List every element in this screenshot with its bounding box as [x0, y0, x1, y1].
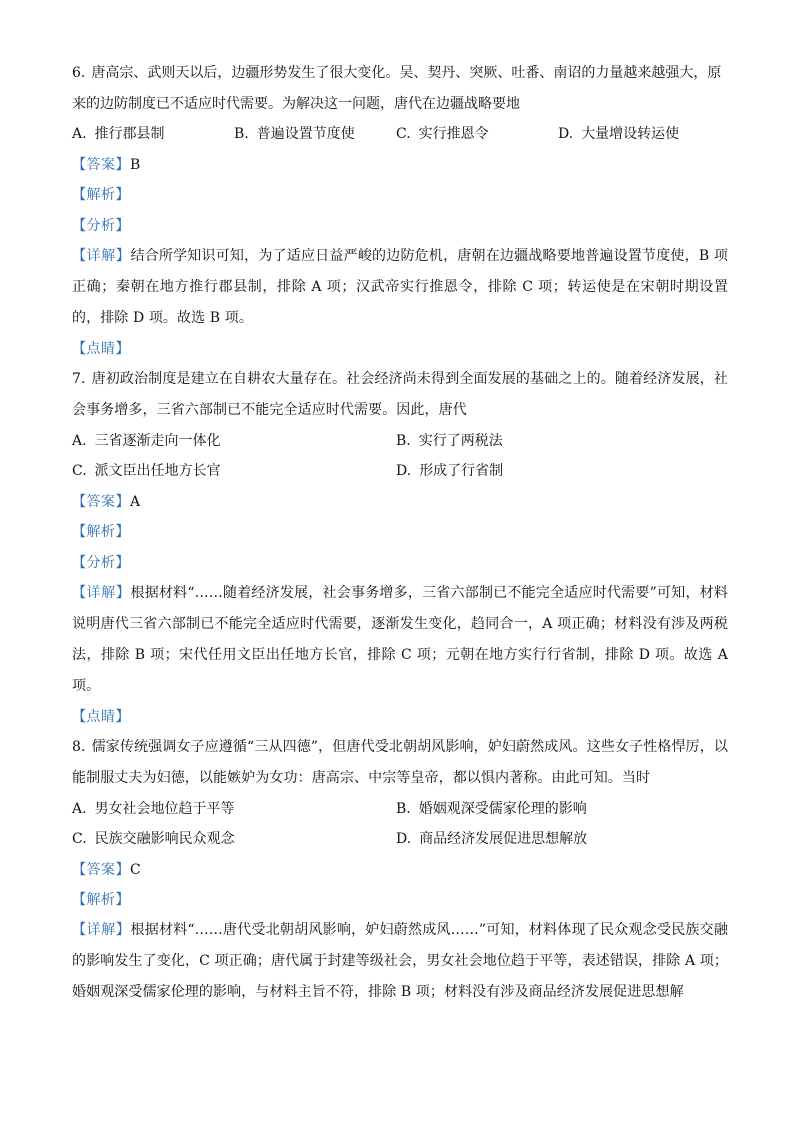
question-6-stem-line1: 6. 唐高宗、武则天以后，边疆形势发生了很大变化。吴、契丹、突厥、吐番、南诏的力量越来越强大，原: [72, 65, 722, 81]
option-c: C. 民族交融影响民众观念: [72, 831, 235, 847]
option-b: B. 实行了两税法: [396, 432, 503, 449]
analysis-line: [72, 185, 728, 205]
question-7-options-row2: [72, 461, 728, 481]
option-c: C. 实行推恩令: [396, 126, 489, 142]
detail-text: 根据材料“……随着经济发展，社会事务增多，三省六部制已不能完全适应时代需要”可知，材料说明唐代三省六部制已不能完全适应时代需要，逐渐发生变化，趋同合一，A 项正确；材料没有涉及两税法，排除 B 项；宋代任用文臣出任地方长官，排除 C 项；元朝在地方实行行省制，排除 D 项。故选 A 项。: [72, 584, 728, 694]
answer-value: B: [130, 156, 141, 173]
detail-text: 结合所学知识可知，为了适应日益严峻的边防危机，唐朝在边疆战略要地普遍设置节度使，B 项正确；秦朝在地方推行郡县制，排除 A 项；汉武帝实行推恩令，排除 C 项；转运使是在宋朝时期设置的，排除 D 项。故选 B 项。: [72, 247, 729, 326]
fenxi-line: [72, 216, 728, 236]
answer-line: [72, 860, 728, 880]
option-a: A. 男女社会地位趋于平等: [72, 800, 235, 817]
detail-paragraph: [72, 241, 728, 334]
option-c: C. 派文臣出任地方长官: [72, 463, 221, 479]
option-b: B. 婚姻观深受儒家伦理的影响: [396, 800, 587, 817]
answer-value: A: [130, 493, 141, 510]
fenxi-line: [72, 553, 728, 573]
option-d: D. 形成了行省制: [396, 463, 504, 479]
dianjing-tag: 【点睛】: [72, 708, 130, 725]
question-6-stem-line2: 来的边防制度已不适应时代需要。为解决这一问题，唐代在边疆战略要地: [72, 95, 520, 112]
analysis-line: [72, 522, 728, 542]
option-b: B. 普遍设置节度使: [234, 126, 355, 142]
dianjing-line: [72, 339, 728, 359]
answer-tag: 【答案】: [72, 493, 130, 510]
detail-tag: 【详解】: [72, 584, 131, 601]
fenxi-tag: 【分析】: [72, 217, 130, 234]
dianjing-tag: 【点睛】: [72, 340, 130, 357]
analysis-tag: 【解析】: [72, 524, 130, 540]
detail-tag: 【详解】: [72, 922, 131, 938]
answer-line: [72, 155, 728, 175]
answer-value: C: [130, 861, 141, 878]
detail-paragraph: [72, 578, 728, 702]
dianjing-line: [72, 707, 728, 727]
answer-tag: 【答案】: [72, 861, 130, 878]
answer-tag: 【答案】: [72, 156, 130, 173]
analysis-line: [72, 890, 728, 910]
detail-tag: 【详解】: [72, 247, 131, 264]
question-6-options: [72, 124, 728, 144]
analysis-tag: 【解析】: [72, 187, 130, 203]
option-a: A. 推行郡县制: [72, 126, 165, 142]
detail-paragraph: [72, 915, 728, 1008]
answer-line: [72, 492, 728, 512]
question-number: 6.: [72, 65, 86, 81]
question-number: 8.: [72, 738, 86, 755]
option-d: D. 商品经济发展促进思想解放: [396, 831, 588, 847]
option-a: A. 三省逐渐走向一体化: [72, 432, 221, 449]
fenxi-tag: 【分析】: [72, 554, 130, 571]
question-number: 7.: [72, 370, 86, 387]
question-8-stem: 8. 儒家传统强调女子应遵循“三从四德”，但唐代受北朝胡风影响，妒妇蔚然成风。这些女子性格悍厉，以能制服丈夫为妇德，以能嫉妒为女功：唐高宗、中宗等皇帝，都以惧内著称。由此可知。当时: [72, 738, 728, 786]
option-d: D. 大量增设转运使: [558, 126, 680, 142]
analysis-tag: 【解析】: [72, 892, 130, 908]
question-7-stem: 7. 唐初政治制度是建立在自耕农大量存在。社会经济尚未得到全面发展的基础之上的。随着经济发展，社会事务增多，三省六部制已不能完全适应时代需要。因此，唐代: [72, 370, 728, 418]
question-7-options-row1: [72, 431, 728, 451]
question-8-options-row2: [72, 829, 728, 849]
question-8-options-row1: [72, 799, 728, 819]
detail-text: 根据材料“……唐代受北朝胡风影响，妒妇蔚然成风……”可知，材料体现了民众观念受民族交融的影响发生了变化，C 项正确；唐代属于封建等级社会，男女社会地位趋于平等，表述错误，排除 A 项；婚姻观深受儒家伦理的影响，与材料主旨不符，排除 B 项；材料没有涉及商品经济发展促进思想解: [72, 922, 728, 1000]
